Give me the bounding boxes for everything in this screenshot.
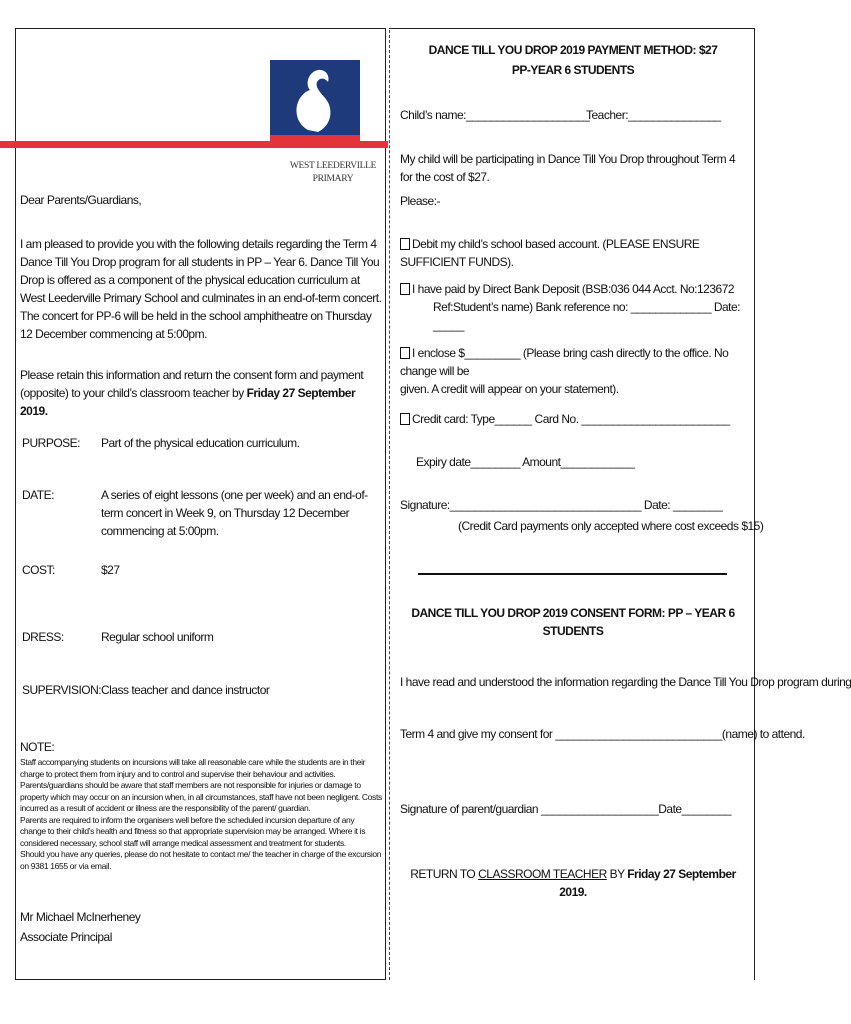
letter-greeting: Dear Parents/Guardians, xyxy=(20,193,142,207)
cash-label: I enclose $_________ (Please bring cash directly to the office. No change will be xyxy=(400,346,729,378)
detail-value-purpose: Part of the physical education curriculum. xyxy=(101,436,300,450)
payment-title-line2: PP-YEAR 6 STUDENTS xyxy=(511,63,635,77)
detail-label-date: DATE: xyxy=(22,488,54,502)
payment-title xyxy=(398,40,748,80)
note-heading: NOTE: xyxy=(20,740,55,754)
option-credit-card[interactable] xyxy=(400,410,750,428)
please-label: Please:- xyxy=(400,194,441,208)
option-cash[interactable] xyxy=(400,344,750,398)
consent-signature-field[interactable]: Signature of parent/guardian ___________________Date________ xyxy=(400,802,731,816)
detail-value-dress: Regular school uniform xyxy=(101,630,214,644)
detail-label-cost: COST: xyxy=(22,563,55,577)
school-account-label: Debit my child’s school based account. (PLEASE ENSURE SUFFICIENT FUNDS). xyxy=(400,237,700,269)
return-classroom-teacher: CLASSROOM TEACHER xyxy=(478,867,607,881)
signoff-title: Associate Principal xyxy=(20,930,112,944)
return-by: BY xyxy=(606,867,628,881)
consent-name-field[interactable]: Term 4 and give my consent for ___________________________(name) to attend. xyxy=(400,727,805,741)
school-name-line1: WEST LEEDERVILLE xyxy=(289,161,377,171)
bank-deposit-checkbox[interactable] xyxy=(400,283,410,295)
section-divider xyxy=(418,573,727,575)
expiry-amount-field[interactable]: Expiry date________ Amount____________ xyxy=(416,455,635,469)
child-name-field[interactable]: Child’s name:____________________ xyxy=(400,108,590,122)
detail-label-dress: DRESS: xyxy=(22,630,64,644)
return-date: Friday 27 September 2019. xyxy=(559,867,736,899)
note-body xyxy=(20,757,382,872)
consent-statement-line1: I have read and understood the information regarding the Dance Till You Drop program during xyxy=(400,675,851,689)
return-instruction: Please retain this information and return the consent form and payment (opposite) to your child’s classroom teacher by xyxy=(20,368,364,400)
school-account-checkbox[interactable] xyxy=(400,238,410,250)
note-paragraph-1: Staff accompanying students on incursions will take all reasonable care while the students are in their charge to protect them from injury and to control and supervise their behaviour and activities. Parents/guardians should be aware that staff members are not responsible for injuries or damage to property which may occur on an incursion when, in all circumstances, staff have not been negligent. Costs incurred as a result of accident or illness are the responsibility of the parent/ guardian. xyxy=(20,757,382,813)
payment-title-line1: DANCE TILL YOU DROP 2019 PAYMENT METHOD: $27 xyxy=(428,43,718,57)
cash-checkbox[interactable] xyxy=(400,347,410,359)
bank-reference-field[interactable]: Ref:Student’s name) Bank reference no: _____________ Date: _____ xyxy=(433,300,741,332)
credit-card-field[interactable]: Credit card: Type______ Card No. ________________________ xyxy=(412,412,730,426)
letter-paragraph-2 xyxy=(20,366,382,420)
participation-statement: My child will be participating in Dance Till You Drop throughout Term 4 for the cost of $27. xyxy=(400,152,736,184)
school-name-line2: PRIMARY xyxy=(312,174,354,184)
teacher-field[interactable]: Teacher:_______________ xyxy=(586,108,721,122)
credit-card-checkbox[interactable] xyxy=(400,413,410,425)
return-prefix: RETURN TO xyxy=(410,867,479,881)
logo-red-band xyxy=(0,141,388,148)
detail-label-purpose: PURPOSE: xyxy=(22,436,81,450)
signoff-name: Mr Michael McInerheney xyxy=(20,910,141,924)
detail-value-cost: $27 xyxy=(101,563,120,577)
option-school-account[interactable] xyxy=(400,235,750,271)
credit-card-note: (Credit Card payments only accepted where cost exceeds $15) xyxy=(458,519,764,533)
note-paragraph-3: Should you have any queries, please do not hesitate to contact me/ the teacher in charge of the excursion on 9381 1655 or via email. xyxy=(20,849,382,871)
consent-title: DANCE TILL YOU DROP 2019 CONSENT FORM: PP – YEAR 6 STUDENTS xyxy=(411,606,735,638)
note-paragraph-2: Parents are required to inform the organisers well before the scheduled incursion departure of any change to their child’s health and fitness so that appropriate supervision may be arranged. Where it is considered necessary, school staff will arrange medical assessment and treatment for students. xyxy=(20,814,366,848)
cash-note: given. A credit will appear on your statement). xyxy=(400,382,619,396)
bank-deposit-label: I have paid by Direct Bank Deposit (BSB:036 044 Acct. No:123672 xyxy=(412,282,735,296)
return-instruction-footer xyxy=(398,865,748,901)
payment-signature-field[interactable]: Signature:_______________________________ Date: ________ xyxy=(400,498,723,512)
detail-value-supervision: Class teacher and dance instructor xyxy=(101,683,270,697)
cut-line xyxy=(389,30,390,980)
letter-paragraph-1: I am pleased to provide you with the following details regarding the Term 4 Dance Till You Drop program for all students in PP – Year 6. Dance Till You Drop is offered as a component of the physical education curriculum at West Leederville Primary School and culminates in an end-of-term concert. The concert for PP-6 will be held in the school amphitheatre on Thursday 12 December commencing at 5:00pm. xyxy=(20,237,382,341)
option-bank-deposit[interactable] xyxy=(400,280,750,334)
detail-label-supervision: SUPERVISION: xyxy=(22,683,102,697)
detail-value-date: A series of eight lessons (one per week) and an end-of-term concert in Week 9, on Thursday 12 December commencing at 5:00pm. xyxy=(101,488,368,538)
return-deadline: Friday 27 September 2019. xyxy=(20,386,356,418)
school-name xyxy=(288,160,378,186)
